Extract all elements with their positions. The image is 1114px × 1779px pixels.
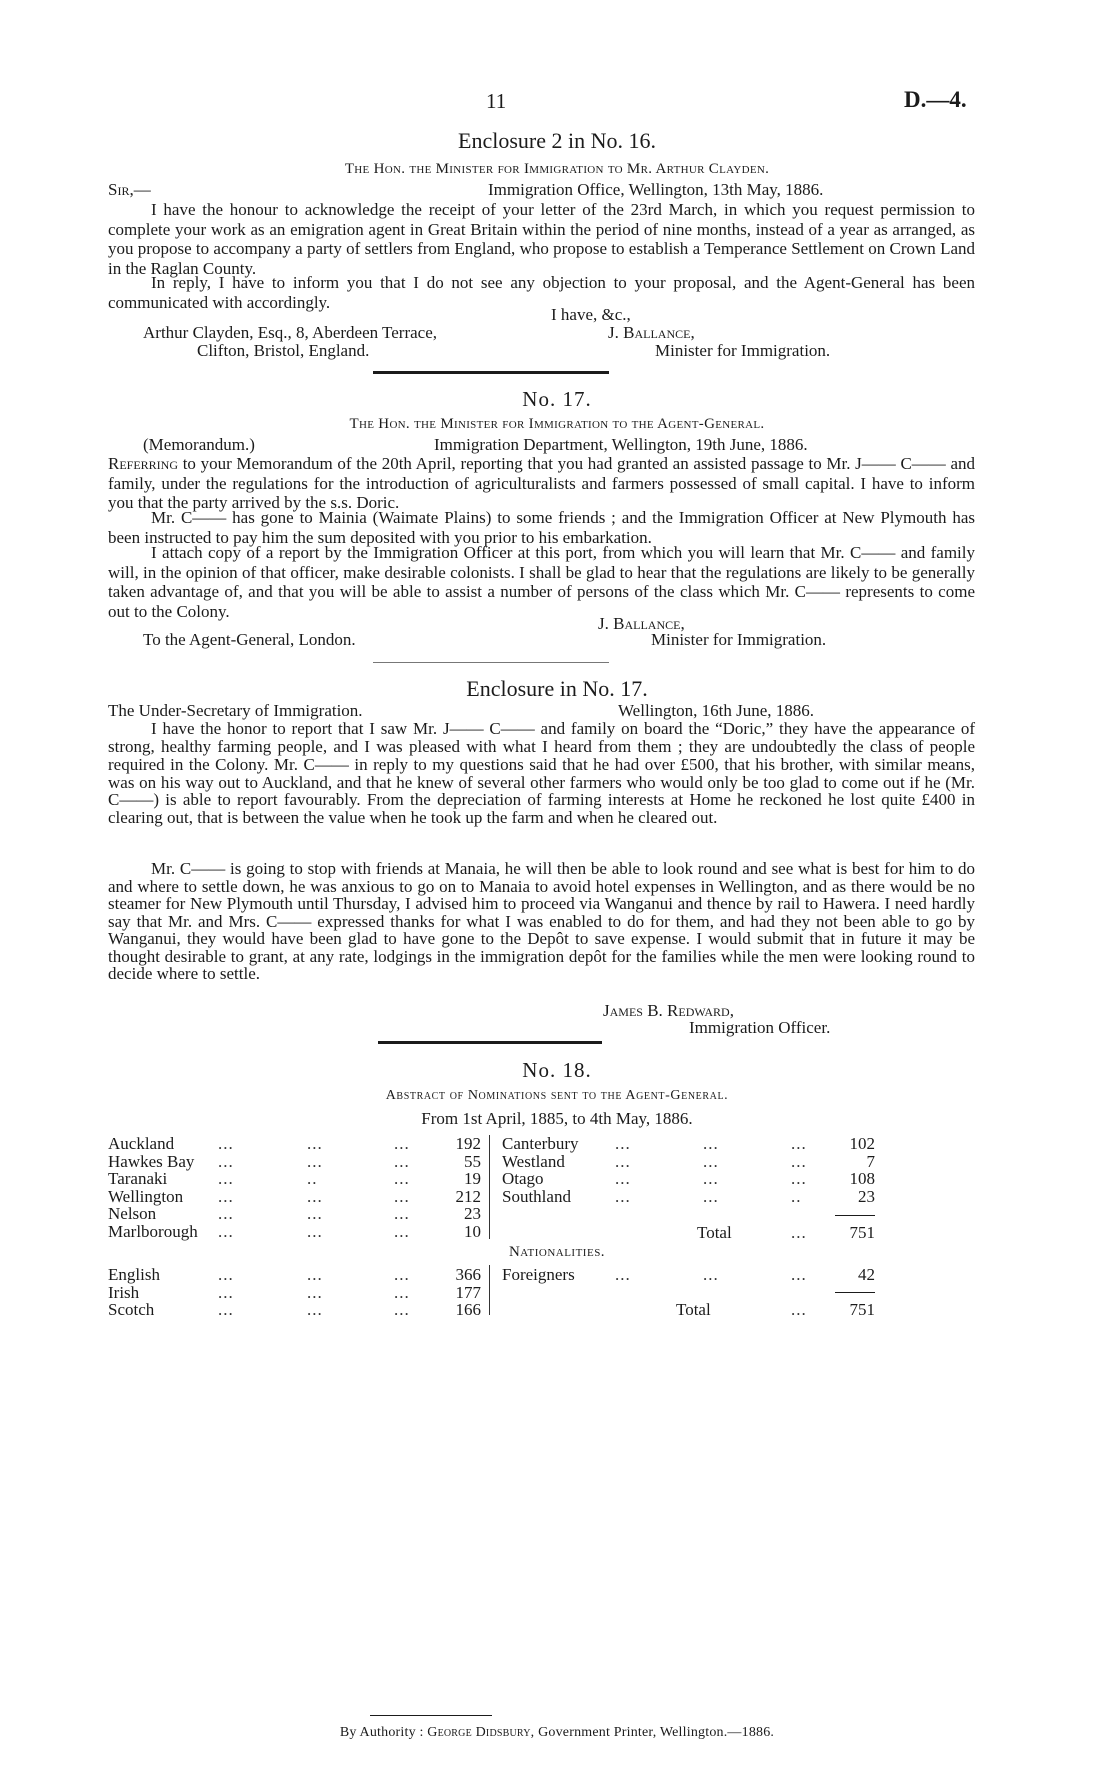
leader-dots: ... (703, 1169, 719, 1188)
no-17-signer: J. Ballance, (598, 614, 685, 633)
district-name: Wellington (108, 1187, 184, 1206)
no-17-paragraph-1-text: to your Memorandum of the 20th April, reporting that you had granted an assisted passage to Mr. J—— C—— and family, under the regulations for the introduction of agriculturalists and farmers possessed of small capital. I have to inform you that the party arrived by the s.s. Doric. (108, 454, 976, 513)
printer-name: George Didsbury, (427, 1725, 535, 1740)
district-value: 23 (858, 1187, 875, 1206)
enclosure-2-closing: I have, &c., (551, 305, 631, 324)
total-rule (835, 1292, 875, 1293)
no-17-paragraph-2: Mr. C—— has gone to Mainia (Waimate Plains) to some friends ; and the Immigration Officer at New Plymouth has been instructed to pay him the sum deposited with you prior to his embarkation. (108, 508, 975, 547)
total-label: Total (676, 1300, 711, 1319)
table-column-divider (489, 1265, 490, 1315)
leader-dots: ... (615, 1134, 631, 1153)
nationality-value: 166 (455, 1300, 481, 1319)
leader-dots: ... (615, 1265, 631, 1284)
no-18-heading: No. 18. (522, 1058, 592, 1082)
leader-dots: .. (307, 1169, 318, 1188)
district-value: 108 (849, 1169, 875, 1188)
district-name: Nelson (108, 1204, 157, 1223)
enclosure-2-signer-title: Minister for Immigration. (655, 341, 831, 360)
leader-dots: ... (307, 1222, 323, 1241)
no-17-subheading: The Hon. the Minister for Immigration to the Agent-General. (349, 416, 765, 432)
leader-dots: ... (791, 1300, 807, 1319)
leader-dots: ... (218, 1187, 234, 1206)
salutation: Sir,— (108, 180, 151, 199)
leader-dots: ... (791, 1134, 807, 1153)
enclosure-17-paragraph-1: I have the honor to report that I saw Mr. J—— C—— and family on board the “Doric,” they have the appearance of strong, healthy farming people, and I was pleased with what I heard from them ; they are undoubtedly the class of people required in the Colony. Mr. C—— in reply to my questions said that he had over £500, that his brother, with similar means, was on his way out to Auckland, and that he knew of several other farmers who would only be too glad to come out if he (Mr. C——) is able to report favourably. From the depreciation of farming interests at Home he reckoned he lost quite £400 in clearing out, that is between the value when he took up the farm and when he cleared out. (108, 719, 975, 828)
nationality-name: English (108, 1265, 160, 1284)
leader-dots: ... (615, 1169, 631, 1188)
no-17-dateline: Immigration Department, Wellington, 19th June, 1886. (434, 435, 808, 454)
leader-dots: .. (791, 1187, 802, 1206)
leader-dots: ... (307, 1152, 323, 1171)
district-value: 19 (464, 1169, 481, 1188)
district-name: Otago (502, 1169, 544, 1188)
enclosure-2-signer: J. Ballance, (608, 323, 695, 342)
leader-dots: ... (218, 1283, 234, 1302)
leader-dots: ... (218, 1204, 234, 1223)
no-17-paragraph-1 (108, 454, 975, 513)
leader-dots: ... (307, 1187, 323, 1206)
leader-dots: ... (307, 1134, 323, 1153)
enclosure-2-paragraph-1: I have the honour to acknowledge the receipt of your letter of the 23rd March, in which you request permission to complete your work as an emigration agent in Great Britain within the period of nine months, instead of a year as arranged, as you propose to accompany a party of settlers from England, who propose to establish a Temperance Settlement on Crown Land in the Raglan County. (108, 200, 975, 278)
total-value: 751 (849, 1300, 875, 1319)
no-17-signer-title: Minister for Immigration. (651, 630, 827, 649)
leader-dots: ... (615, 1187, 631, 1206)
section-divider-2 (378, 1041, 602, 1044)
nationality-name: Irish (108, 1283, 140, 1302)
no-17-heading: No. 17. (522, 387, 592, 411)
enclosure-17-signer: James B. Redward, (603, 1001, 734, 1020)
enclosure-17-from: The Under-Secretary of Immigration. (108, 701, 363, 720)
leader-dots: ... (394, 1300, 410, 1319)
district-value: 55 (464, 1152, 481, 1171)
no-17-addressee: To the Agent-General, London. (143, 630, 356, 649)
leader-dots: ... (218, 1300, 234, 1319)
total-rule (835, 1215, 875, 1216)
authority-label: By Authority : (339, 1725, 424, 1740)
enclosure-2-paragraph-2: In reply, I have to inform you that I do not see any objection to your proposal, and the Agent-General has been communicated with accordingly. (108, 273, 975, 312)
leader-dots: ... (218, 1222, 234, 1241)
nationality-name: Scotch (108, 1300, 155, 1319)
leader-dots: ... (791, 1169, 807, 1188)
district-value: 23 (464, 1204, 481, 1223)
district-name: Canterbury (502, 1134, 579, 1153)
no-17-lead-word: Referring (108, 454, 179, 473)
page-number: 11 (486, 89, 507, 113)
leader-dots: ... (307, 1283, 323, 1302)
enclosure-2-addressee-line-1: Arthur Clayden, Esq., 8, Aberdeen Terrace, (143, 323, 438, 342)
leader-dots: ... (394, 1169, 410, 1188)
leader-dots: ... (394, 1134, 410, 1153)
total-value: 751 (849, 1223, 875, 1242)
leader-dots: ... (307, 1204, 323, 1223)
nationality-value: 177 (455, 1283, 481, 1302)
leader-dots: ... (307, 1265, 323, 1284)
leader-dots: ... (218, 1169, 234, 1188)
enclosure-2-subheading: The Hon. the Minister for Immigration to Mr. Arthur Clayden. (344, 161, 770, 177)
district-name: Southland (502, 1187, 571, 1206)
table-column-divider (489, 1135, 490, 1239)
footer-rule (370, 1715, 492, 1716)
no-17-memorandum-label: (Memorandum.) (143, 435, 255, 454)
district-name: Taranaki (108, 1169, 168, 1188)
nationalities-heading: Nationalities. (508, 1244, 606, 1260)
nationality-value: 42 (858, 1265, 875, 1284)
leader-dots: ... (703, 1187, 719, 1206)
enclosure-17-heading: Enclosure in No. 17. (466, 676, 648, 701)
enclosure-17-dateline: Wellington, 16th June, 1886. (618, 701, 815, 720)
enclosure-2-addressee-line-2: Clifton, Bristol, England. (197, 341, 370, 360)
leader-dots: ... (791, 1223, 807, 1242)
leader-dots: ... (394, 1265, 410, 1284)
leader-dots: ... (394, 1222, 410, 1241)
nationality-value: 366 (455, 1265, 481, 1284)
thin-divider (373, 662, 609, 663)
imprint-text: Government Printer, Wellington.—1886. (538, 1725, 775, 1740)
leader-dots: ... (394, 1283, 410, 1302)
leader-dots: ... (615, 1152, 631, 1171)
document-reference: D.—4. (904, 87, 967, 112)
leader-dots: ... (703, 1265, 719, 1284)
district-name: Hawkes Bay (108, 1152, 195, 1171)
total-label: Total (697, 1223, 732, 1242)
leader-dots: ... (307, 1300, 323, 1319)
leader-dots: ... (703, 1152, 719, 1171)
no-17-paragraph-3: I attach copy of a report by the Immigration Officer at this port, from which you will learn that Mr. C—— and family will, in the opinion of that officer, make desirable colonists. I shall be glad to hear that the regulations are likely to be generally taken advantage of, and that you will be able to assist a number of persons of the class which Mr. C—— represents to come out to the Colony. (108, 543, 975, 621)
district-value: 212 (455, 1187, 481, 1206)
enclosure-17-signer-title: Immigration Officer. (689, 1018, 831, 1037)
leader-dots: ... (218, 1134, 234, 1153)
district-name: Auckland (108, 1134, 175, 1153)
leader-dots: ... (394, 1152, 410, 1171)
leader-dots: ... (218, 1152, 234, 1171)
enclosure-2-dateline: Immigration Office, Wellington, 13th May, 1886. (488, 180, 824, 199)
district-value: 10 (464, 1222, 481, 1241)
no-18-period: From 1st April, 1885, to 4th May, 1886. (421, 1109, 693, 1128)
printer-imprint (0, 1725, 1114, 1741)
district-name: Marlborough (108, 1222, 198, 1241)
leader-dots: ... (791, 1265, 807, 1284)
district-name: Westland (502, 1152, 565, 1171)
district-value: 7 (866, 1152, 875, 1171)
district-value: 192 (455, 1134, 481, 1153)
district-value: 102 (849, 1134, 875, 1153)
enclosure-17-paragraph-2: Mr. C—— is going to stop with friends at Manaia, he will then be able to look round and see what is best for him to do and where to settle down, he was anxious to go on to Manaia to avoid hotel expenses in Wellington, and as there would be no steamer for New Plymouth until Thursday, I advised him to proceed via Wanganui and thence by rail to Hawera. I need hardly say that Mr. and Mrs. C—— expressed thanks for what I was enabled to do for them, and had they not been able to go by Wanganui, they would have been glad to have gone to the Depôt to save expense. I would submit that in future it may be thought desirable to grant, at any rate, lodgings in the immigration depôt for the families while the men were looking round to decide where to settle. (108, 859, 975, 983)
enclosure-2-heading: Enclosure 2 in No. 16. (458, 128, 656, 153)
leader-dots: ... (394, 1187, 410, 1206)
nationality-name: Foreigners (502, 1265, 575, 1284)
leader-dots: ... (703, 1134, 719, 1153)
leader-dots: ... (394, 1204, 410, 1223)
leader-dots: ... (218, 1265, 234, 1284)
section-divider (373, 371, 609, 374)
leader-dots: ... (791, 1152, 807, 1171)
no-18-subheading: Abstract of Nominations sent to the Agent-General. (385, 1088, 729, 1103)
